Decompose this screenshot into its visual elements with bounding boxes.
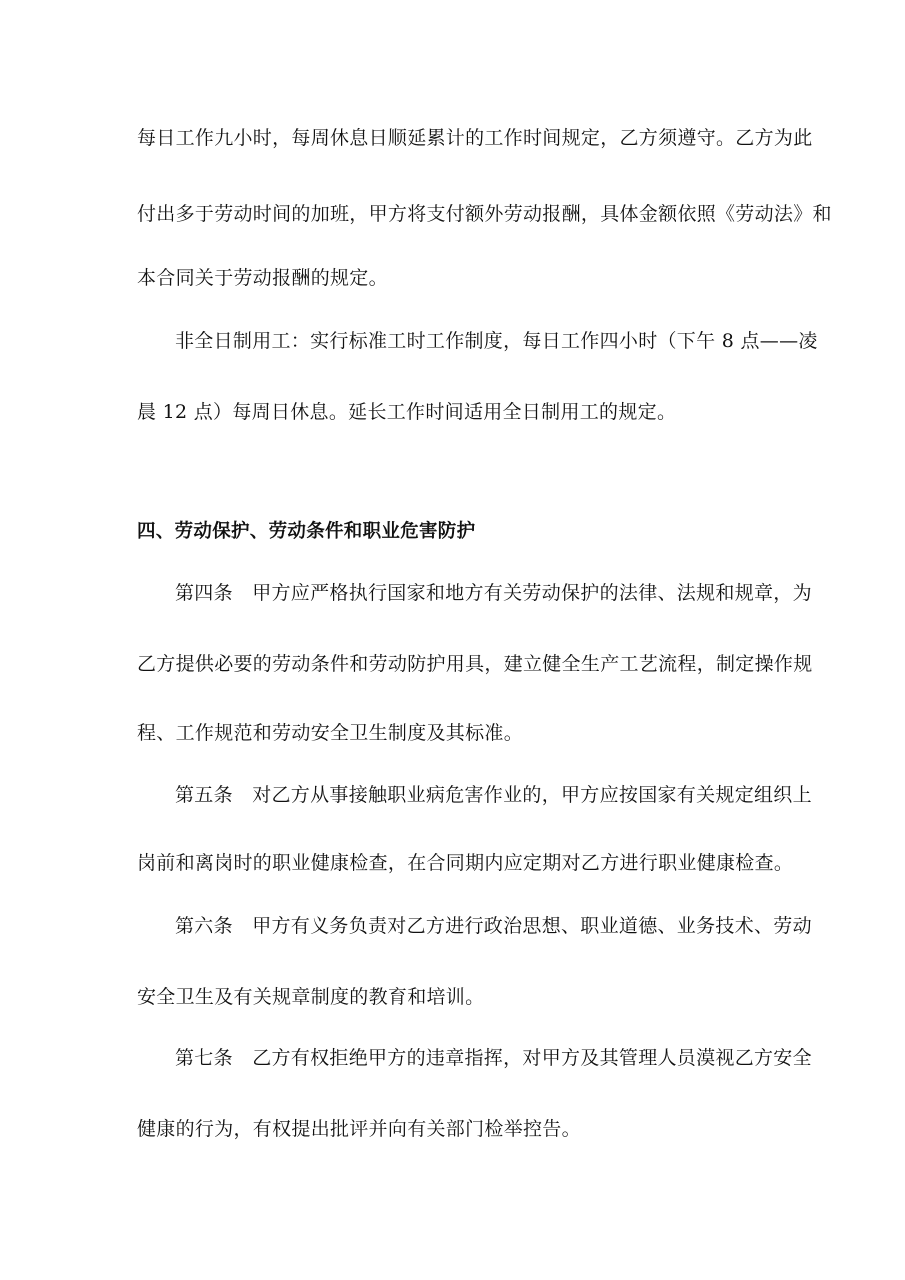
- article-line: 安全卫生及有关规章制度的教育和培训。: [137, 986, 485, 1008]
- article-line: 第五条 对乙方从事接触职业病危害作业的，甲方应按国家有关规定组织上: [175, 784, 812, 806]
- article-line: 乙方提供必要的劳动条件和劳动防护用具，建立健全生产工艺流程，制定操作规: [137, 653, 813, 675]
- paragraph-line: 非全日制用工：实行标准工时工作制度，每日工作四小时（下午 8 点——凌: [175, 330, 818, 352]
- paragraph-line: 晨 12 点）每周日休息。延长工作时间适用全日制用工的规定。: [137, 401, 677, 423]
- article-line: 第七条 乙方有权拒绝甲方的违章指挥，对甲方及其管理人员漠视乙方安全: [175, 1047, 812, 1069]
- section-heading: 四、劳动保护、劳动条件和职业危害防护: [137, 521, 476, 542]
- article-line: 第六条 甲方有义务负责对乙方进行政治思想、职业道德、业务技术、劳动: [175, 915, 812, 937]
- paragraph-line: 付出多于劳动时间的加班，甲方将支付额外劳动报酬，具体金额依照《劳动法》和: [137, 203, 832, 225]
- paragraph-line: 每日工作九小时，每周休息日顺延累计的工作时间规定，乙方须遵守。乙方为此: [137, 127, 813, 149]
- article-line: 第四条 甲方应严格执行国家和地方有关劳动保护的法律、法规和规章，为: [175, 582, 812, 604]
- article-line: 程、工作规范和劳动安全卫生制度及其标准。: [137, 722, 524, 744]
- article-line: 岗前和离岗时的职业健康检查，在合同期内应定期对乙方进行职业健康检查。: [137, 852, 794, 874]
- paragraph-line: 本合同关于劳动报酬的规定。: [137, 267, 388, 289]
- article-line: 健康的行为，有权提出批评并向有关部门检举控告。: [137, 1118, 581, 1140]
